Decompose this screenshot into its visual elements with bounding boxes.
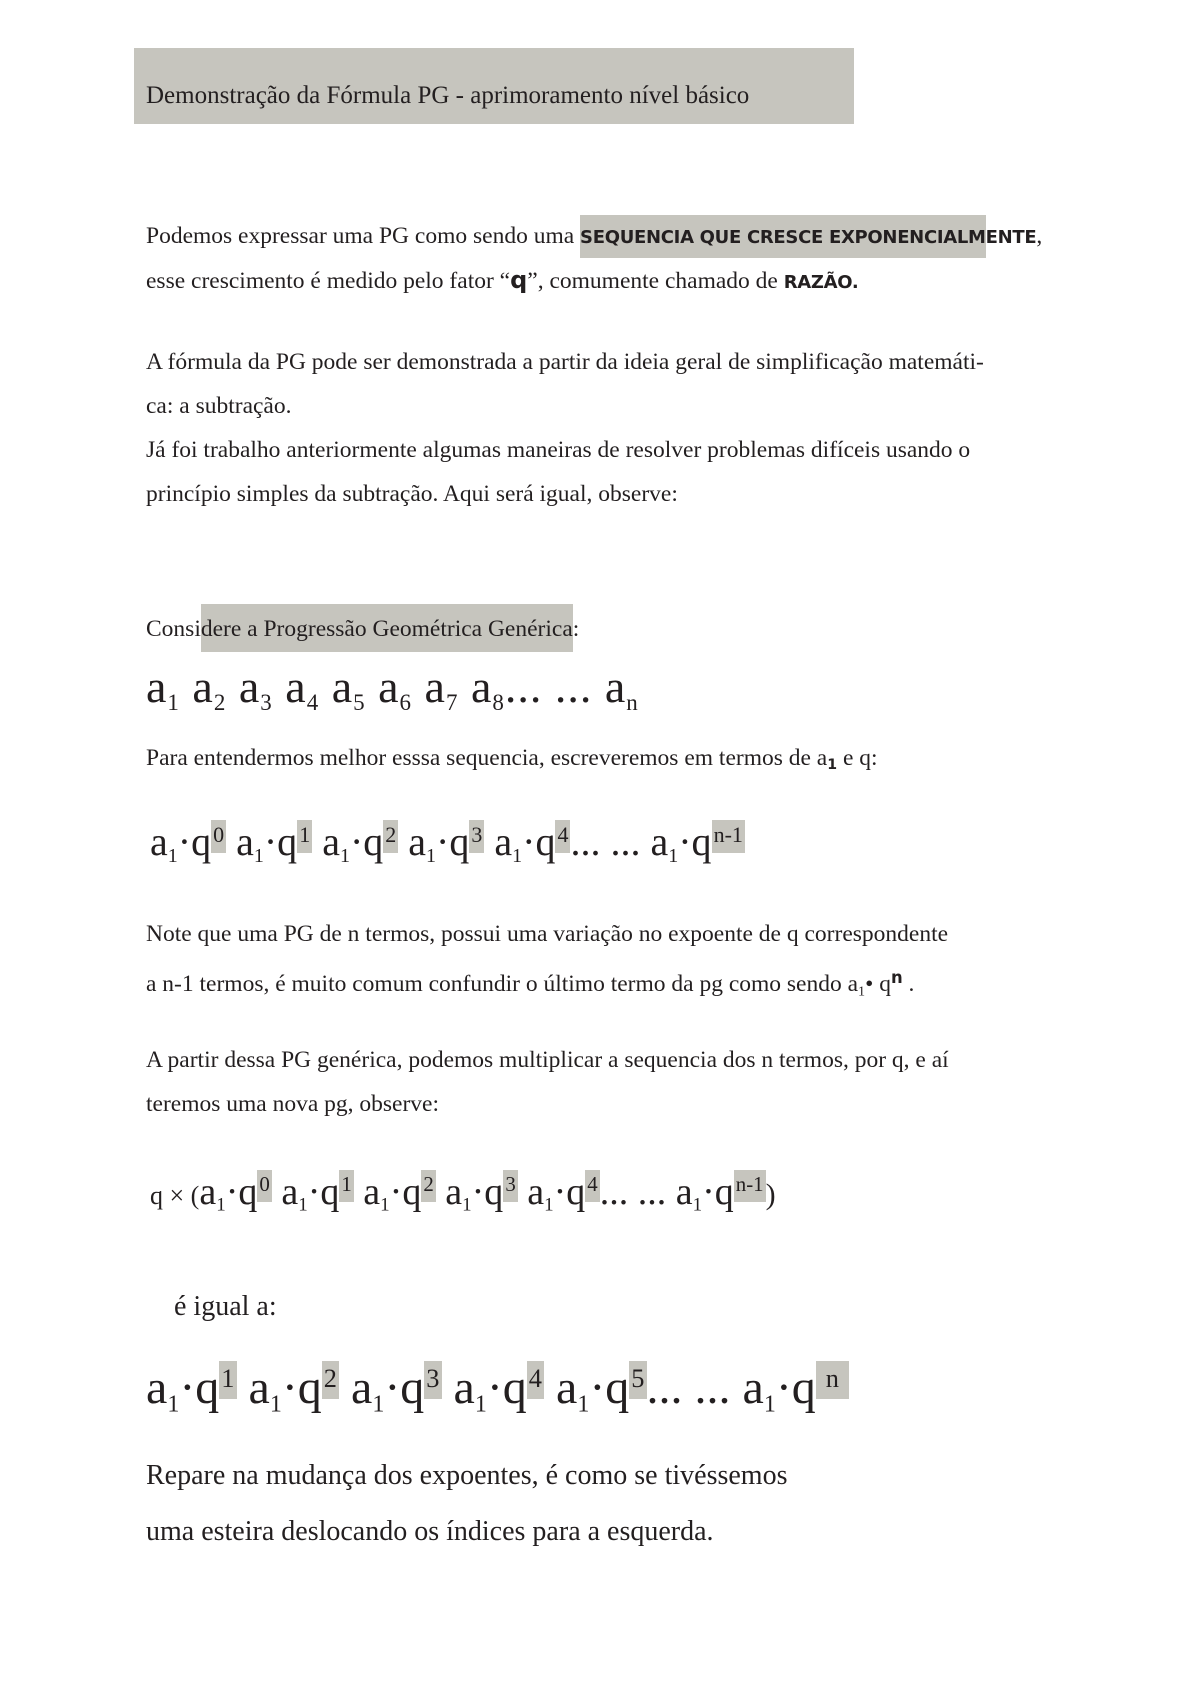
para4-line-2 bbox=[146, 956, 914, 1013]
para4-line-1: Note que uma PG de n termos, possui uma variação no expoente de q correspondente bbox=[146, 921, 949, 947]
generic-sequence bbox=[146, 660, 639, 716]
factor-q: q bbox=[510, 266, 528, 294]
term: $a_1\cdot q^3$ bbox=[445, 1171, 516, 1216]
para2-line-3: Já foi trabalho anteriormente algumas maneiras de resolver problemas difíceis usando o bbox=[146, 437, 971, 463]
term: $a_1\cdot q^3$ bbox=[408, 819, 483, 867]
consider-colon: : bbox=[572, 616, 580, 642]
term: $a_1\cdot q^2$ bbox=[248, 1361, 337, 1418]
para4-sub: 1 bbox=[858, 983, 866, 1000]
term: $a_3$ bbox=[238, 661, 273, 716]
ellipsis: ... ... bbox=[570, 819, 651, 864]
para2-line-2: ca: a subtração. bbox=[146, 393, 292, 419]
term: $a_7$ bbox=[424, 661, 459, 716]
page-title: Demonstração da Fórmula PG - aprimoramento nível básico bbox=[146, 82, 750, 109]
term: $a_2$ bbox=[192, 661, 227, 716]
para2-line-4: princípio simples da subtração. Aqui será igual, observe: bbox=[146, 481, 678, 507]
para3-line bbox=[146, 736, 878, 787]
sequence-q-times bbox=[150, 1170, 776, 1217]
para3-text: Para entendermos melhor esssa sequencia, escreveremos em termos de a bbox=[146, 745, 828, 771]
equal-label: é igual a: bbox=[174, 1291, 277, 1322]
term: $a_1\cdot q^1$ bbox=[236, 819, 311, 867]
para3-end: e q: bbox=[837, 745, 878, 771]
term: $a_1\cdot q^1$ bbox=[146, 1361, 235, 1418]
suffix: ) bbox=[765, 1178, 776, 1211]
intro-line-1 bbox=[146, 214, 1042, 260]
sequence-a1-q bbox=[150, 818, 745, 868]
highlight-sequence: SEQUENCIA QUE CRESCE EXPONENCIALM bbox=[580, 215, 986, 258]
para2-line-1: A fórmula da PG pode ser demonstrada a partir da ideia geral de simplificação matemáti- bbox=[146, 349, 984, 375]
term: $a_1\cdot q^5$ bbox=[556, 1361, 645, 1418]
term: $a_1\cdot q^1$ bbox=[281, 1171, 352, 1216]
last-term: $a_1\cdot q^{n-1}$ bbox=[650, 819, 743, 867]
term: $a_1\cdot q^4$ bbox=[453, 1361, 542, 1418]
ellipsis: ... ... bbox=[646, 1361, 743, 1414]
term: $a_6$ bbox=[378, 661, 413, 716]
highlight-sequence-end: ENTE bbox=[985, 227, 1037, 248]
closing-line-2: uma esteira deslocando os índices para a esquerda. bbox=[146, 1516, 714, 1547]
last-term: $a_n$ bbox=[604, 661, 639, 716]
last-term: $a_1\cdot q$ $^n$ bbox=[743, 1361, 850, 1414]
prefix: q × ( bbox=[150, 1181, 200, 1210]
intro-text: Podemos expressar uma PG como sendo uma bbox=[146, 223, 581, 249]
term: $a_1\cdot q^0$ bbox=[150, 819, 225, 867]
term: $a_5$ bbox=[331, 661, 366, 716]
intro-line-2 bbox=[146, 258, 858, 305]
ellipsis: ... ... bbox=[599, 1171, 676, 1213]
consider-line bbox=[146, 607, 579, 651]
intro-comma: , bbox=[1036, 223, 1043, 249]
para4-q: • q bbox=[865, 971, 891, 998]
term: $a_4$ bbox=[285, 661, 320, 716]
closing-line-1: Repare na mudança dos expoentes, é como se tivéssemos bbox=[146, 1460, 788, 1491]
sequence-shifted bbox=[146, 1360, 849, 1418]
last-term: $a_1\cdot q^{n-1}$ bbox=[675, 1171, 764, 1216]
term: $a_8$ bbox=[470, 661, 505, 716]
term: $a_1\cdot q^4$ bbox=[527, 1171, 598, 1216]
term: $a_1\cdot q^0$ bbox=[199, 1171, 270, 1216]
para4-sup: n bbox=[890, 968, 903, 987]
intro-text-2: esse crescimento é medido pelo fator “ bbox=[146, 268, 511, 294]
ellipsis: ... ... bbox=[504, 661, 605, 712]
intro-text-3: ”, comumente chamado de bbox=[527, 268, 784, 294]
consider-pre: Consi bbox=[146, 616, 201, 642]
para5-line-1: A partir dessa PG genérica, podemos multiplicar a sequencia dos n termos, por q, e aí bbox=[146, 1047, 949, 1073]
term: $a_1\cdot q^2$ bbox=[322, 819, 397, 867]
para3-sub: 1 bbox=[827, 757, 838, 774]
term: $a_1$ bbox=[146, 661, 180, 716]
para4-text: a n-1 termos, é muito comum confundir o último termo da pg como sendo a bbox=[146, 971, 859, 998]
para4-end: . bbox=[902, 971, 915, 998]
term: $a_1\cdot q^3$ bbox=[351, 1361, 440, 1418]
term: $a_1\cdot q^4$ bbox=[494, 819, 569, 867]
para5-line-2: teremos uma nova pg, observe: bbox=[146, 1091, 440, 1117]
term: $a_1\cdot q^2$ bbox=[363, 1171, 434, 1216]
consider-highlight: dere a Progressão Geométrica Genérica bbox=[201, 604, 573, 652]
razao-bold: RAZÃO. bbox=[783, 272, 859, 293]
